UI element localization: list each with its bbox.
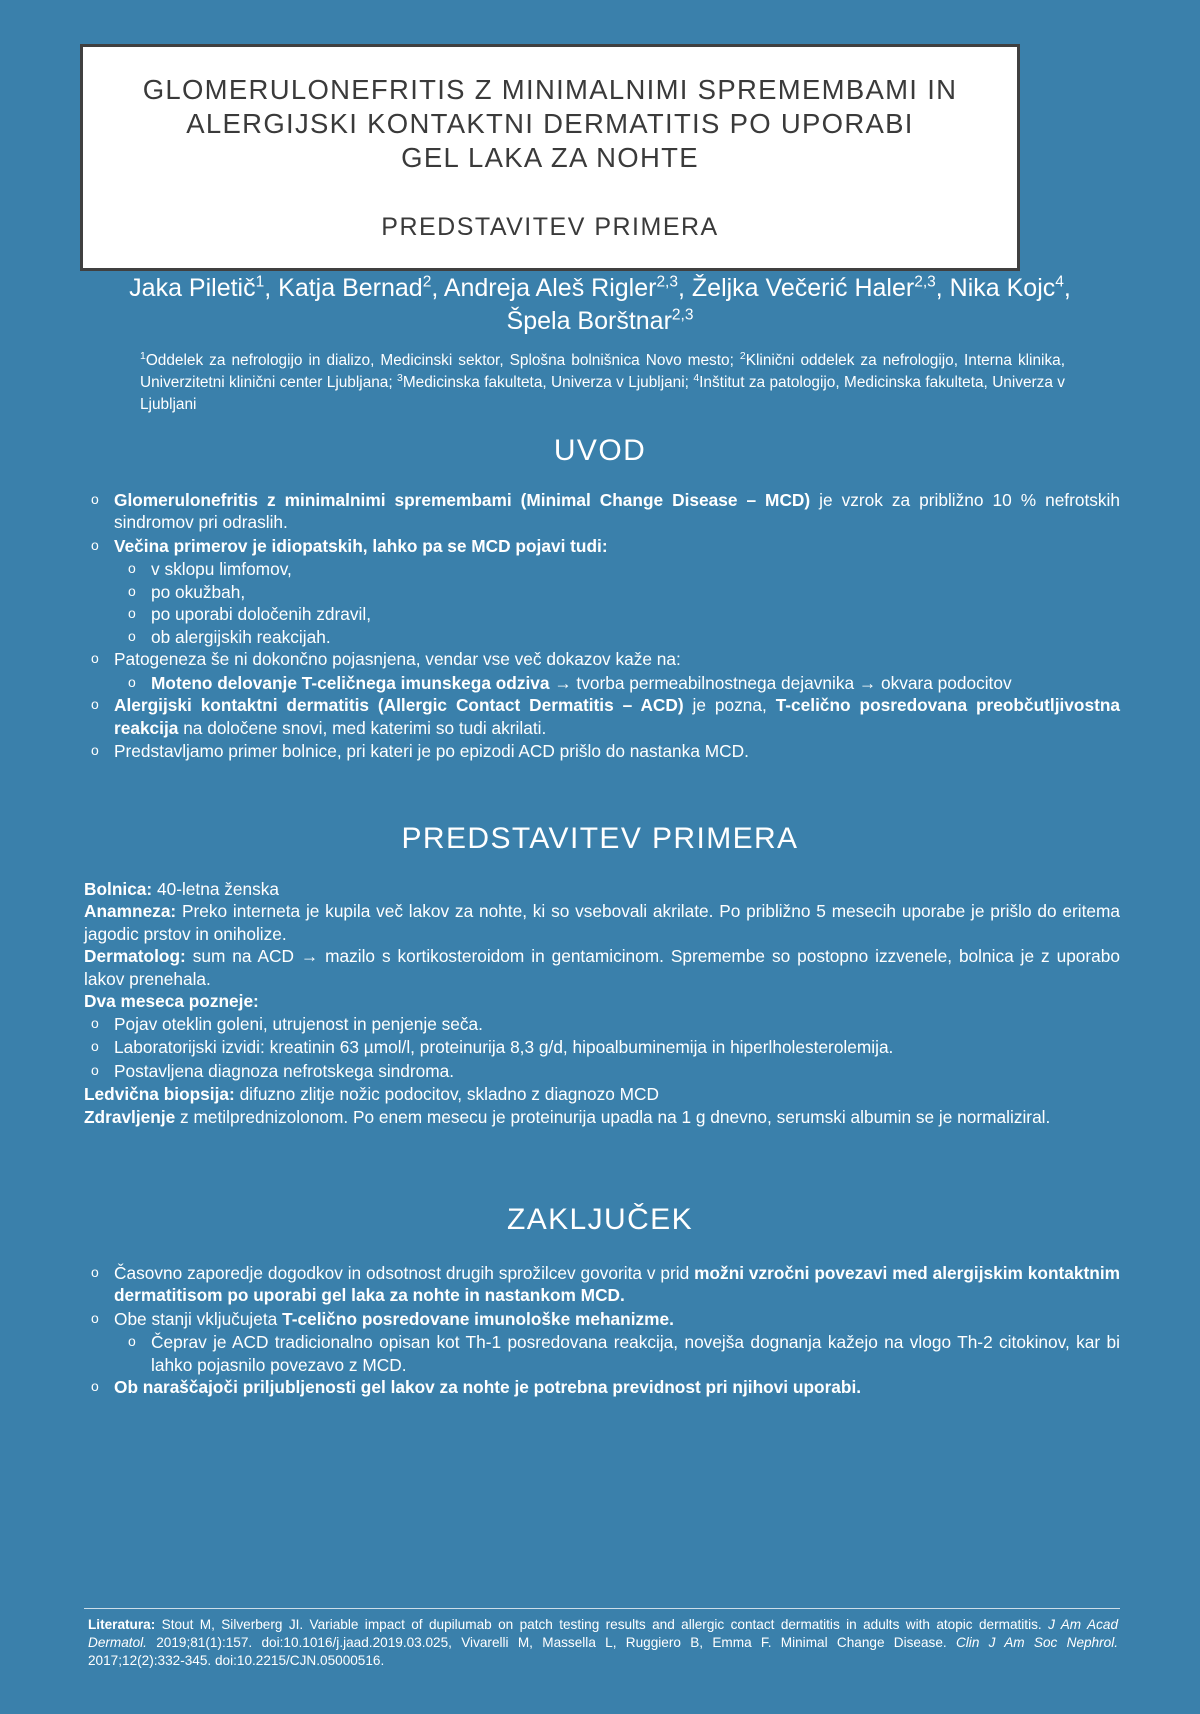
bullet-item xyxy=(84,694,1120,739)
conclusion-list xyxy=(84,1262,1120,1399)
bullet-item xyxy=(84,1308,1120,1330)
bullet-marker-icon: o xyxy=(91,1264,99,1280)
references-text: Literatura: Stout M, Silverberg JI. Variable impact of dupilumab on patch testing results and allergic contact dermatitis in adults with atopic dermatitis. J Am Acad Dermatol. 2019;81(1):157. doi:10.1016/j.jaad.2019.03.025, Vivarelli M, Massella L, Ruggiero B, Emma F. Minimal Change Disease. Clin J Am Soc Nephrol. 2017;12(2):332-345. doi:10.2215/CJN.05000516. xyxy=(88,1617,1119,1669)
bullet-item xyxy=(84,1376,1120,1398)
sub-bullet-list xyxy=(84,558,1120,648)
bullet-marker-icon: o xyxy=(91,1378,99,1395)
sub-bullet-text: po uporabi določenih zdravil, xyxy=(151,604,371,625)
section-heading-case: PREDSTAVITEV PRIMERA xyxy=(401,822,799,855)
poster-subtitle: PREDSTAVITEV PRIMERA xyxy=(381,213,719,242)
sub-bullet-text: Moteno delovanje T-celičnega imunskega odziva → tvorba permeabilnostnega dejavnika → okvara podocitov xyxy=(151,672,1012,693)
bullet-marker-icon: o xyxy=(91,536,99,553)
poster-title-line-1: GLOMERULONEFRITIS Z MINIMALNIMI SPREMEMBAMI IN xyxy=(142,74,958,105)
poster-title-line-3: GEL LAKA ZA NOHTE xyxy=(401,142,699,174)
bullet-marker-icon: o xyxy=(128,605,136,622)
bullet-marker-icon: o xyxy=(91,1014,99,1031)
case-paragraph: Dva meseca pozneje: xyxy=(84,991,259,1012)
sub-bullet-container xyxy=(84,558,1120,648)
bullet-marker-icon: o xyxy=(128,560,136,577)
sub-bullet-item xyxy=(121,558,1120,580)
case-paragraph: Bolnica: 40-letna ženska xyxy=(84,879,279,899)
bullet-text: Patogeneza še ni dokončno pojasnjena, vendar vse več dokazov kaže na: xyxy=(114,649,681,670)
references-divider xyxy=(84,1608,1120,1609)
bullet-text: Obe stanji vključujeta T-celično posredovane imunološke mehanizme. xyxy=(114,1308,674,1329)
bullet-item xyxy=(84,648,1120,670)
case-lines xyxy=(84,878,1120,1128)
section-body-uvod xyxy=(84,489,1120,764)
bullet-text: Časovno zaporedje dogodkov in odsotnost drugih sprožilcev govorita v prid možni vzročni povezavi med alergijskim kontaktnim dermatitisom po uporabi gel laka za nohte in nastankom MCD. xyxy=(114,1263,1120,1306)
case-paragraph: Dermatolog: sum na ACD → mazilo s kortikosteroidom in gentamicinom. Spremembe so postopno izzvenele, bolnica je z uporabo lakov prenehala. xyxy=(84,946,1120,989)
bullet-marker-icon: o xyxy=(91,742,99,759)
bullet-item xyxy=(84,1060,1120,1082)
sub-bullet-item xyxy=(121,626,1120,648)
sub-bullet-list xyxy=(84,1331,1120,1376)
bullet-marker-icon: o xyxy=(128,582,136,599)
bullet-marker-icon: o xyxy=(91,1038,99,1055)
sub-bullet-container xyxy=(84,672,1120,694)
bullet-text: Ob naraščajoči priljubljenosti gel lakov za nohte je potrebna previdnost pri njihovi uporabi. xyxy=(114,1377,862,1398)
affiliation-list: $^1$Oddelek za nefrologijo in dializo, Medicinski sektor, Splošna bolnišnica Novo mesto; $^2$Klinični oddelek za nefrologijo, Interna klinika, Univerzitetni klinični center Ljubljana; $^3$Medicinska fakulteta, Univerza v Ljubljani; $^4$Inštitut za patologijo, Medicinska fakulteta, Univerza v Ljubljani xyxy=(140,351,1065,413)
sub-bullet-container xyxy=(84,1331,1120,1376)
section-heading-conclusion: ZAKLJUČEK xyxy=(507,1203,693,1236)
case-paragraph: Ledvična biopsija: difuzno zlitje nožic podocitov, skladno z diagnozo MCD xyxy=(84,1084,660,1105)
sub-bullet-item xyxy=(121,1331,1120,1376)
bullet-marker-icon: o xyxy=(91,696,99,713)
section-body-conclusion xyxy=(84,1262,1120,1400)
poster-title-line-2: ALERGIJSKI KONTAKTNI DERMATITIS PO UPORABI xyxy=(186,108,914,140)
bullet-text: Predstavljamo primer bolnice, pri kateri je po epizodi ACD prišlo do nastanka MCD. xyxy=(114,741,749,762)
bullet-marker-icon: o xyxy=(128,673,136,690)
bullet-text: Glomerulonefritis z minimalnimi spremembami (Minimal Change Disease – MCD) je vzrok za približno 10 % nefrotskih sindromov pri odraslih. xyxy=(114,490,1121,533)
bullet-text: Postavljena diagnoza nefrotskega sindroma. xyxy=(114,1060,455,1081)
poster-title xyxy=(113,73,987,175)
bullet-item xyxy=(84,489,1120,534)
section-heading-uvod: UVOD xyxy=(553,434,647,467)
bullet-item xyxy=(84,1036,1120,1058)
bullet-marker-icon: o xyxy=(128,627,136,644)
sub-bullet-item xyxy=(121,581,1120,603)
bullet-item xyxy=(84,740,1120,762)
sub-bullet-list xyxy=(84,672,1120,694)
case-paragraph: Zdravljenje z metilprednizolonom. Po enem mesecu je proteinurija upadla na 1 g dnevno, serumski albumin se je normaliziral. xyxy=(84,1106,1051,1127)
case-bullet-list xyxy=(84,1013,1120,1082)
bullet-text: Pojav oteklin goleni, utrujenost in penjenje seča. xyxy=(114,1013,483,1034)
poster-title-box xyxy=(80,44,1020,271)
bullet-marker-icon: o xyxy=(91,1061,99,1078)
case-paragraph: Anamneza: Preko interneta je kupila več lakov za nohte, ki so vsebovali akrilate. Po približno 5 mesecih uporabe je prišlo do eritema jagodic prstov in oniholize. xyxy=(84,901,1120,944)
uvod-list xyxy=(84,489,1120,763)
section-body-case xyxy=(84,878,1120,1128)
sub-bullet-text: ob alergijskih reakcijah. xyxy=(151,626,331,647)
sub-bullet-text: po okužbah, xyxy=(151,581,246,602)
sub-bullet-text: Čeprav je ACD tradicionalno opisan kot Th-1 posredovana reakcija, novejša dognanja kažejo na vlogo Th-2 citokinov, kar bi lahko pojasnilo povezavo z MCD. xyxy=(151,1332,1120,1375)
bullet-text: Laboratorijski izvidi: kreatinin 63 µmol/l, proteinurija 8,3 g/d, hipoalbuminemija in hiperlholesterolemija. xyxy=(114,1037,894,1058)
bullet-item xyxy=(84,535,1120,557)
sub-bullet-item xyxy=(121,603,1120,625)
bullet-text: Alergijski kontaktni dermatitis (Allergic Contact Dermatitis – ACD) je pozna, T-celično posredovana preobčutljivostna reakcija na določene snovi, med katerimi so tudi akrilati. xyxy=(114,695,1120,738)
bullet-marker-icon: o xyxy=(128,1333,136,1350)
bullet-marker-icon: o xyxy=(91,491,99,507)
bullet-marker-icon: o xyxy=(91,1309,99,1326)
author-list: Jaka Piletič$^1$, Katja Bernad$^2$, Andreja Aleš Rigler$^{2,3}$, Željka Večerić Haler$^{2,3}$, Nika Kojc$^4$, Špela Borštnar$^{2,3}$ xyxy=(129,273,1071,335)
sub-bullet-item xyxy=(121,672,1120,694)
bullet-text: Večina primerov je idiopatskih, lahko pa se MCD pojavi tudi: xyxy=(114,535,608,556)
bullet-item xyxy=(84,1262,1120,1307)
bullet-marker-icon: o xyxy=(91,650,99,667)
bullet-item xyxy=(84,1013,1120,1035)
sub-bullet-text: v sklopu limfomov, xyxy=(151,559,292,580)
